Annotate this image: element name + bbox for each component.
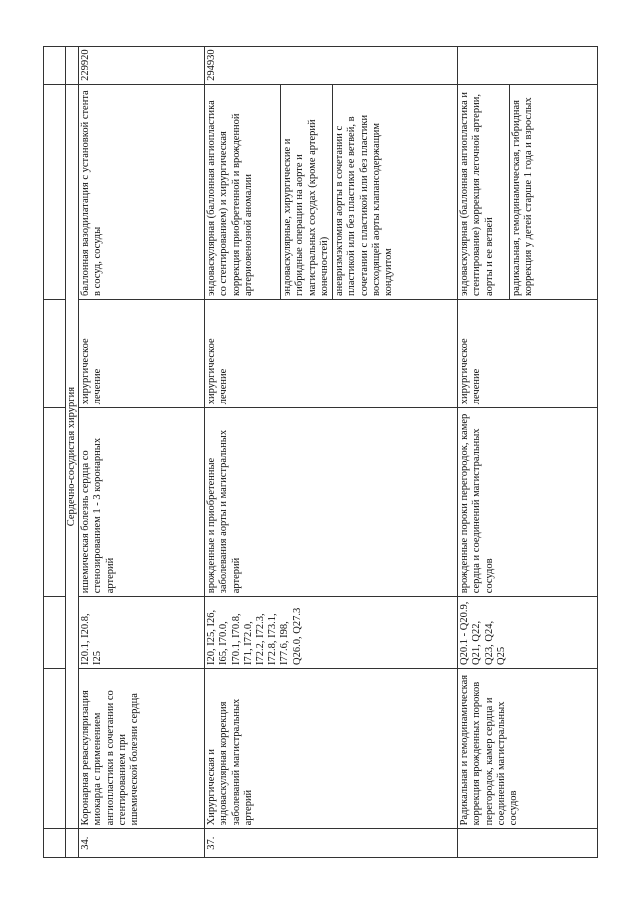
treatment-method: аневризмэктомия аорты в сочетании с пластикой или без пластики ее ветвей, в сочетании с пластикой или без пластики восходящей аорты клапансодержащим кондуитом (332, 85, 396, 299)
treatment-method: эндоваскулярная (баллонная ангиопластика и стентирование) коррекция легочной артерии, аорты и ее ветвей (459, 91, 495, 296)
section-title: Сердечно-сосудистая хирургия (66, 84, 79, 828)
cost: 294930 (205, 47, 458, 85)
vmp-name: Хирургическая и эндоваскулярная коррекция заболеваний магистральных артерий (205, 668, 458, 828)
row-number: 37. (205, 829, 458, 858)
row-number (458, 829, 598, 858)
treatment-method: радикальная, гемодинамическая, гибридная коррекция у детей старше 1 года и взрослых (509, 85, 536, 299)
cost (458, 47, 598, 85)
treatment-type: хирургическое лечение (79, 300, 205, 408)
icd-codes: I20.1, I20.8, I25 (79, 597, 205, 669)
treatment-method: баллонная вазодилатация с установкой стента в сосуд, сосуды (79, 84, 205, 299)
vmp-name: Радикальная и гемодинамическая коррекция врожденных пороков перегородок, камер сердца и соединений магистральных сосудов (458, 668, 598, 828)
section-header-row (66, 47, 79, 858)
treatment-methods (458, 84, 598, 299)
table-row (205, 47, 458, 858)
disease-model: врожденные и приобретенные заболевания аорты и магистральных артерий (205, 408, 458, 597)
disease-model: врожденные пороки перегородок, камер сердца и соединений магистральных сосудов (458, 408, 598, 597)
table-row (79, 47, 205, 858)
row-number: 34. (79, 829, 205, 858)
treatment-type: хирургическое лечение (458, 300, 598, 408)
vmp-table (43, 46, 598, 858)
icd-codes: Q20.1 - Q20.9, Q21, Q22, Q23, Q24, Q25 (458, 597, 598, 669)
table-row-empty (44, 47, 66, 858)
treatment-method: эндоваскулярные, хирургические и гибридные операции на аорте и магистральных сосудах (кроме артерий конечностей) (280, 85, 332, 299)
table-row (458, 47, 598, 858)
disease-model: ишемическая болезнь сердца со стенозированием 1 - 3 коронарных артерий (79, 408, 205, 597)
treatment-method: эндоваскулярная (баллонная ангиопластика со стентированием) и хирургическая коррекция приобретенной и врожденной артериовенозной аномалии (206, 100, 254, 296)
treatment-methods (205, 84, 458, 299)
rotated-table-container (43, 46, 598, 858)
icd-codes: I20, I25, I26, I65, I70.0, I70.1, I70.8, I71, I72.0, I72.2, I72.3, I72.8, I73.1, I77.6, I98, Q26.0, Q27.3 (205, 597, 458, 669)
vmp-name: Коронарная реваскуляризация миокарда с применением ангиопластики в сочетании со стентированием при ишемической болезни сердца (79, 668, 205, 828)
treatment-type: хирургическое лечение (205, 300, 458, 408)
cost: 229920 (79, 47, 205, 85)
